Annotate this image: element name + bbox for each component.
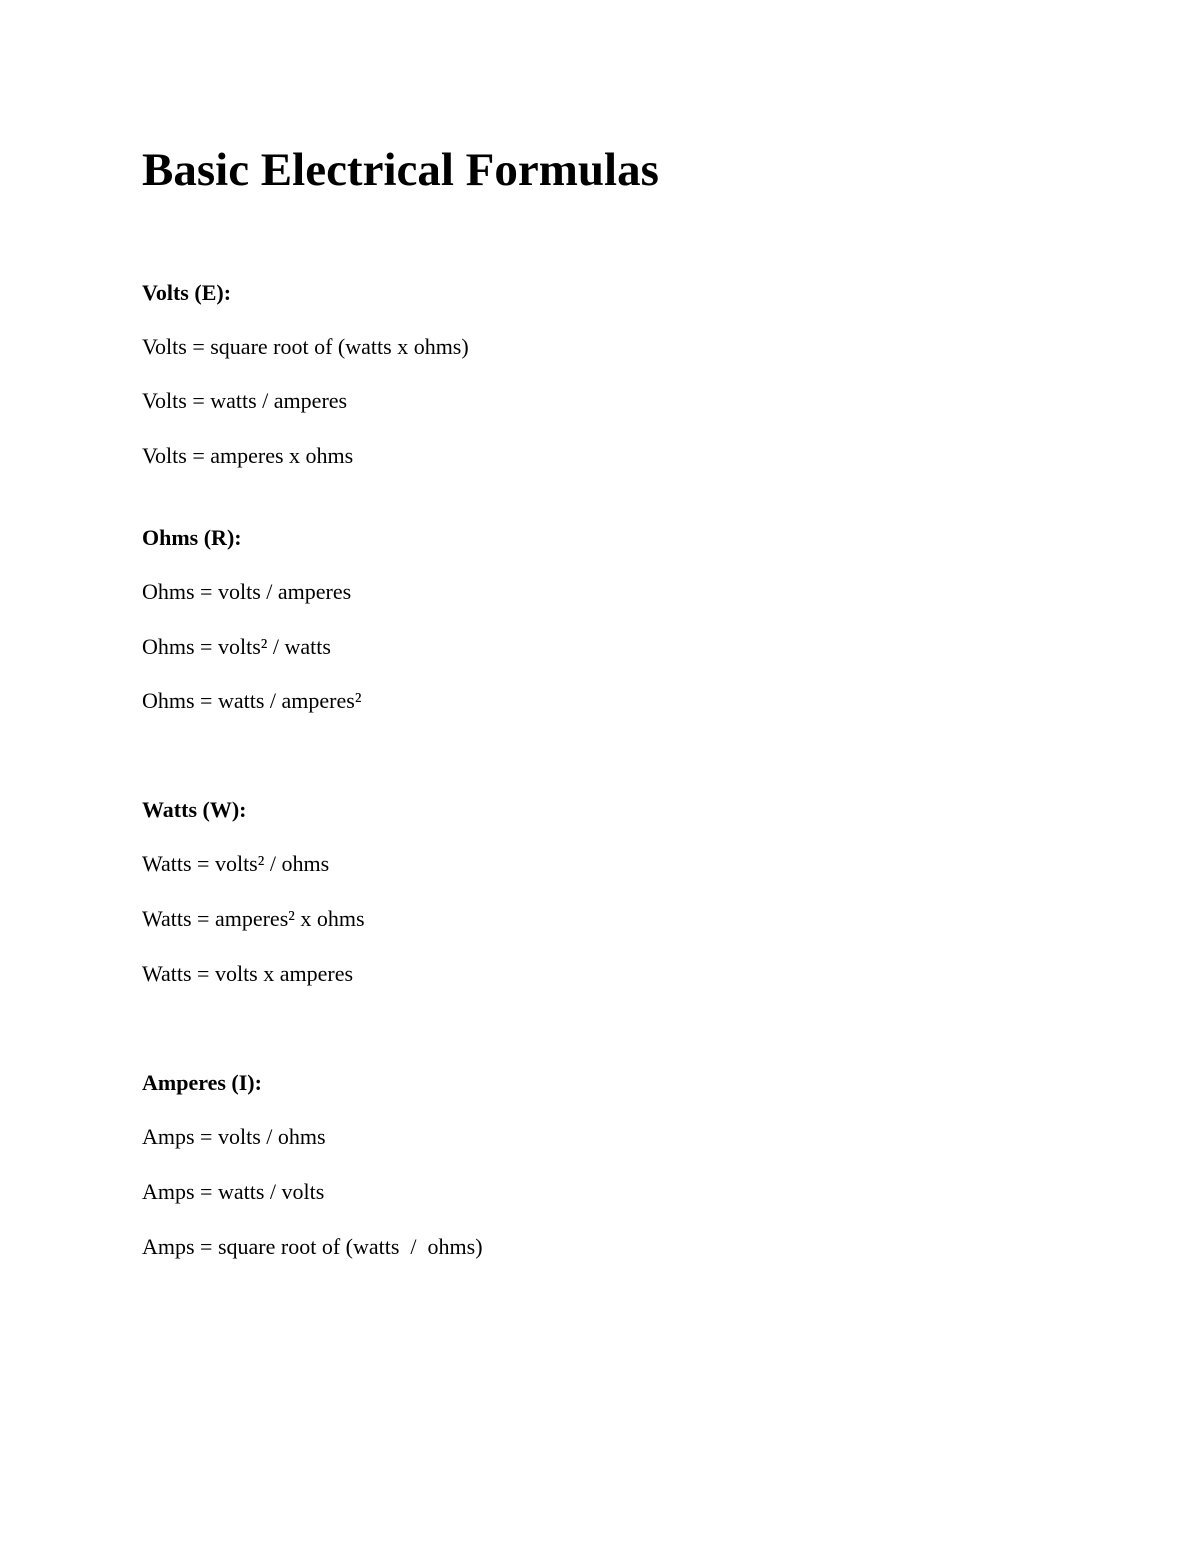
formula-line: Watts = volts² / ohms <box>142 851 330 876</box>
formula-line: Amps = watts / volts <box>142 1179 325 1204</box>
formula-line: Volts = watts / amperes <box>142 388 348 413</box>
formula-line: Ohms = watts / amperes² <box>142 688 362 713</box>
formula-line: Watts = volts x amperes <box>142 961 354 986</box>
section-heading-ohms: Ohms (R): <box>142 525 242 550</box>
page-title: Basic Electrical Formulas <box>142 144 659 196</box>
formula-line: Watts = amperes² x ohms <box>142 906 365 931</box>
formula-line: Ohms = volts² / watts <box>142 634 331 659</box>
section-heading-volts: Volts (E): <box>142 280 232 305</box>
formula-line: Amps = volts / ohms <box>142 1124 326 1149</box>
formula-line: Amps = square root of (watts / ohms) <box>142 1234 483 1259</box>
section-heading-amperes: Amperes (I): <box>142 1070 262 1095</box>
formula-line: Volts = square root of (watts x ohms) <box>142 334 469 359</box>
formula-line: Volts = amperes x ohms <box>142 443 354 468</box>
formula-line: Ohms = volts / amperes <box>142 579 352 604</box>
section-heading-watts: Watts (W): <box>142 797 247 822</box>
